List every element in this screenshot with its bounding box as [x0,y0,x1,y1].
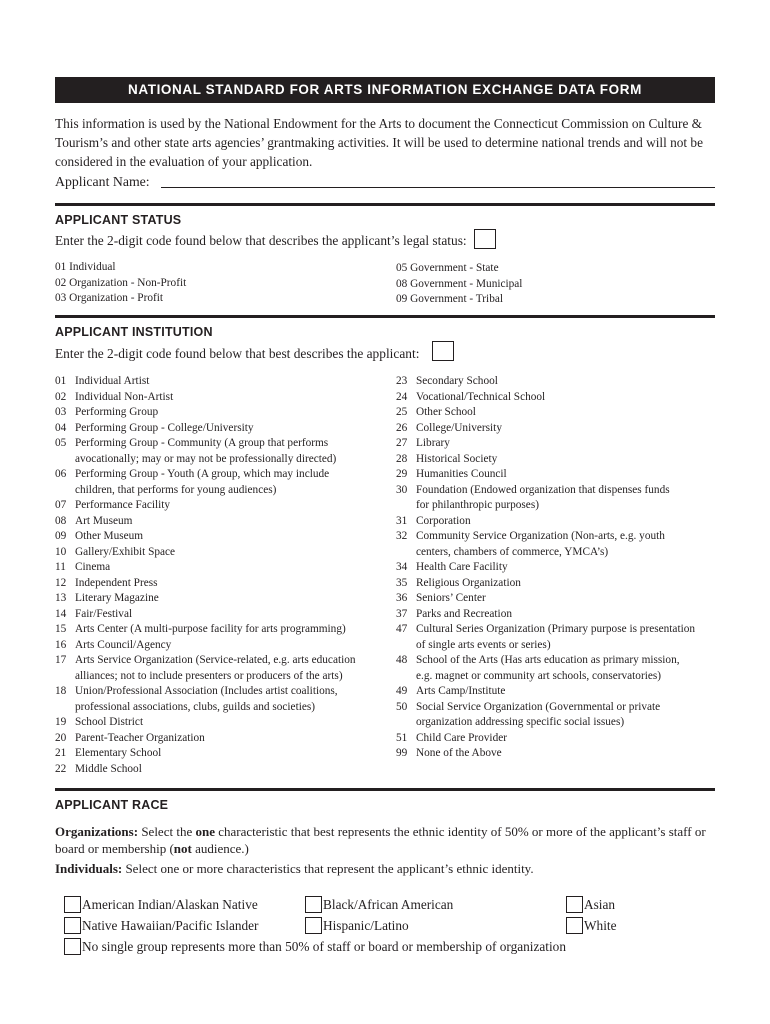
option-label: Hispanic/Latino [323,918,409,933]
org-text-b: characteristic that best represents the ethnic identity of 50% or more of the applicant’s staff or board or membership ( [55,824,706,856]
option-hawaiian[interactable] [64,917,258,934]
race-heading: APPLICANT RACE [55,798,169,812]
code-number: 08 [55,514,67,527]
code-description: Independent Press [75,576,158,589]
institution-code-item [55,576,356,592]
institution-code-box[interactable] [432,341,454,361]
code-number: 36 [396,592,408,604]
code-number: 06 [55,468,67,480]
option-no-single-group[interactable] [64,938,566,955]
code-description: None of the Above [416,747,502,759]
code-number: 22 [55,762,67,775]
code-number: 29 [396,468,408,480]
code-description: Individual Artist [75,375,150,387]
institution-code-item [396,545,695,561]
code-description: Social Service Organization (Governmental or private [416,700,661,713]
option-black[interactable] [305,896,453,913]
code-description: avocationally; may or may not be professionally directed) [75,452,337,465]
code-description: professional associations, clubs, guilds and societies) [75,700,316,713]
institution-code-item [55,374,356,390]
code-description: for philanthropic purposes) [416,499,539,511]
code-description: Arts Camp/Institute [416,685,506,697]
code-description: Parent-Teacher Organization [75,731,205,744]
code-number: 10 [55,545,67,558]
option-american-indian[interactable] [64,896,258,913]
option-label: Asian [584,897,616,912]
code-description: Performing Group [75,406,159,418]
code-number: 03 [55,406,67,418]
code-number: 20 [55,731,67,744]
code-description: Arts Service Organization (Service-related, e.g. arts education [75,654,356,666]
institution-code-item [55,452,356,468]
org-not: not [173,841,192,856]
code-description: Secondary School [416,375,498,387]
intro-paragraph: This information is used by the National Endowment for the Arts to document the Connecticut Commission on Culture & Tourism’s and other state arts agencies’ grantmaking activities. It will be used to determine national trends and will not be considered in the evaluation of your application. [55,116,703,169]
code-number: 27 [396,437,408,449]
institution-code-item [55,498,356,514]
code-number: 47 [396,623,408,635]
institution-code-item [55,622,356,638]
code-number: 28 [396,452,408,465]
code-description: Cultural Series Organization (Primary purpose is presentation [416,623,696,635]
code-description: Art Museum [75,514,133,527]
code-number: 02 [55,390,67,403]
institution-list-right [396,374,695,762]
checkbox[interactable] [566,917,583,934]
institution-code-item [396,576,695,592]
code-number: 51 [396,731,408,744]
institution-list-left [55,374,356,777]
code-number: 11 [55,561,66,573]
code-description: College/University [416,421,502,434]
code-description: Union/Professional Association (Includes artist coalitions, [75,685,338,697]
checkbox[interactable] [64,917,81,934]
institution-code-item [396,622,695,638]
code-number: 25 [396,406,408,418]
code-description: Gallery/Exhibit Space [75,545,176,558]
code-number: 16 [55,638,67,651]
code-description: Community Service Organization (Non-arts, e.g. youth [416,530,665,542]
ind-text: Select one or more characteristics that represent the applicant’s ethnic identity. [122,861,534,876]
institution-code-item [396,405,695,421]
institution-code-item [396,467,695,483]
code-number: 99 [396,747,408,759]
applicant-name-field[interactable] [161,187,715,188]
code-number: 13 [55,592,67,604]
institution-code-item [55,560,356,576]
institution-code-item [396,684,695,700]
code-description: Cinema [75,561,111,573]
status-code-item: 09 Government - Tribal [396,293,504,305]
code-number: 19 [55,716,67,728]
section-rule [55,315,715,318]
code-number: 05 [55,437,67,449]
section-rule [55,788,715,791]
code-description: Foundation (Endowed organization that dispenses funds [416,483,670,496]
code-description: of single arts events or series) [416,638,551,651]
code-description: children, that performs for young audiences) [75,483,277,496]
institution-code-item [55,684,356,700]
code-number: 31 [396,514,408,527]
code-number: 04 [55,421,67,434]
code-number: 09 [55,530,67,542]
option-asian[interactable] [566,896,615,913]
option-label: No single group represents more than 50% of staff or board or membership of organization [82,939,566,954]
code-number: 14 [55,607,67,620]
institution-code-item [55,483,356,499]
code-number: 32 [396,530,408,542]
code-number: 17 [55,654,67,666]
code-description: Arts Center (A multi-purpose facility for arts programming) [75,623,346,635]
code-description: Historical Society [416,452,498,465]
institution-code-item [55,653,356,669]
code-description: Arts Council/Agency [75,638,172,651]
status-prompt: Enter the 2-digit code found below that describes the applicant’s legal status: [55,233,467,248]
institution-code-item [55,638,356,654]
code-number: 15 [55,623,67,635]
code-number: 48 [396,654,408,666]
code-description: Middle School [75,762,142,775]
institution-code-item [55,529,356,545]
code-description: alliances; not to include presenters or producers of the arts) [75,669,343,682]
ind-label: Individuals: [55,861,123,876]
status-code-box[interactable] [474,229,496,249]
code-number: 23 [396,375,408,387]
institution-code-item [396,607,695,623]
status-list-left [55,260,186,307]
code-description: Individual Non-Artist [75,390,174,403]
code-description: Fair/Festival [75,607,133,620]
code-number [55,669,75,685]
institution-code-item [396,436,695,452]
institution-prompt: Enter the 2-digit code found below that best describes the applicant: [55,346,420,361]
org-one: one [195,824,215,839]
institution-code-item [396,514,695,530]
institution-code-item [55,731,356,747]
code-number: 37 [396,607,408,620]
code-description: Performing Group - College/University [75,421,254,434]
code-number: 12 [55,576,67,589]
institution-code-item [396,653,695,669]
checkbox[interactable] [305,917,322,934]
institution-code-item [396,452,695,468]
institution-code-item [55,514,356,530]
institution-code-item [55,390,356,406]
status-code-item: 01 Individual [55,261,116,273]
code-description: Humanities Council [416,468,507,480]
institution-code-item [396,560,695,576]
form-title: NATIONAL STANDARD FOR ARTS INFORMATION EXCHANGE DATA FORM [55,77,715,103]
code-description: Seniors’ Center [416,592,486,604]
code-description: School of the Arts (Has arts education as primary mission, [416,654,680,666]
code-description: e.g. magnet or community art schools, conservatories) [416,669,662,682]
option-label: American Indian/Alaskan Native [82,897,258,912]
code-number: 21 [55,747,67,759]
institution-code-item [55,607,356,623]
option-white[interactable] [566,917,617,934]
code-description: Performing Group - Youth (A group, which may include [75,468,330,480]
code-number [396,669,416,685]
status-code-item: 08 Government - Municipal [396,277,523,290]
org-label: Organizations: [55,824,139,839]
code-number: 30 [396,483,408,496]
institution-code-item [55,669,356,685]
code-description: School District [75,716,144,728]
status-code-item: 05 Government - State [396,262,499,274]
code-description: Corporation [416,514,471,527]
code-number: 01 [55,375,67,387]
code-description: Other School [416,406,476,418]
race-individuals-text [55,860,717,877]
institution-code-item [396,529,695,545]
code-number [55,700,75,716]
code-description: Elementary School [75,747,162,759]
institution-code-item [396,421,695,437]
institution-code-item [396,638,695,654]
institution-code-item [55,762,356,778]
code-description: Religious Organization [416,576,521,589]
status-list-right [396,261,522,308]
code-description: Health Care Facility [416,561,508,573]
status-code-item: 02 Organization - Non-Profit [55,276,187,289]
code-description: Performing Group - Community (A group that performs [75,437,329,449]
checkbox[interactable] [64,938,81,955]
option-label: White [584,918,617,933]
checkbox[interactable] [64,896,81,913]
institution-code-item [396,390,695,406]
institution-code-item [396,483,695,499]
institution-code-item [396,746,695,762]
code-number: 26 [396,421,408,434]
org-text-a: Select the [138,824,196,839]
code-number [396,498,416,514]
code-number: 35 [396,576,408,589]
checkbox[interactable] [305,896,322,913]
institution-code-item [55,715,356,731]
code-description: centers, chambers of commerce, YMCA’s) [416,545,609,558]
institution-code-item [396,669,695,685]
status-heading: APPLICANT STATUS [55,213,182,227]
code-description: Parks and Recreation [416,607,512,620]
code-number [55,452,75,468]
code-number [396,545,416,561]
institution-code-item [55,405,356,421]
code-description: Literary Magazine [75,592,159,604]
code-description: Other Museum [75,530,144,542]
code-description: Child Care Provider [416,731,507,744]
institution-code-item [396,374,695,390]
code-number: 07 [55,499,67,511]
code-number [396,638,416,654]
code-description: Vocational/Technical School [416,390,546,403]
institution-code-item [396,591,695,607]
code-description: Performance Facility [75,499,171,511]
code-number: 50 [396,700,408,713]
status-code-item: 03 Organization - Profit [55,292,164,304]
option-hispanic[interactable] [305,917,409,934]
institution-code-item [396,731,695,747]
code-number: 24 [396,390,408,403]
code-description: Library [416,437,450,449]
applicant-name-label: Applicant Name: [55,174,150,189]
org-text-c: audience.) [191,841,249,856]
section-rule [55,203,715,206]
institution-code-item [55,591,356,607]
institution-heading: APPLICANT INSTITUTION [55,325,213,339]
checkbox[interactable] [566,896,583,913]
code-number: 18 [55,685,67,697]
institution-code-item [55,467,356,483]
institution-code-item [55,421,356,437]
code-number: 49 [396,685,408,697]
option-label: Native Hawaiian/Pacific Islander [82,918,259,933]
institution-code-item [55,700,356,716]
code-number: 34 [396,561,408,573]
code-description: organization addressing specific social issues) [416,716,625,728]
institution-code-item [396,498,695,514]
option-label: Black/African American [323,897,454,912]
institution-code-item [55,436,356,452]
race-organizations-text [55,823,717,857]
institution-code-item [55,746,356,762]
code-number [396,715,416,731]
institution-code-item [396,715,695,731]
institution-code-item [396,700,695,716]
institution-code-item [55,545,356,561]
code-number [55,483,75,499]
